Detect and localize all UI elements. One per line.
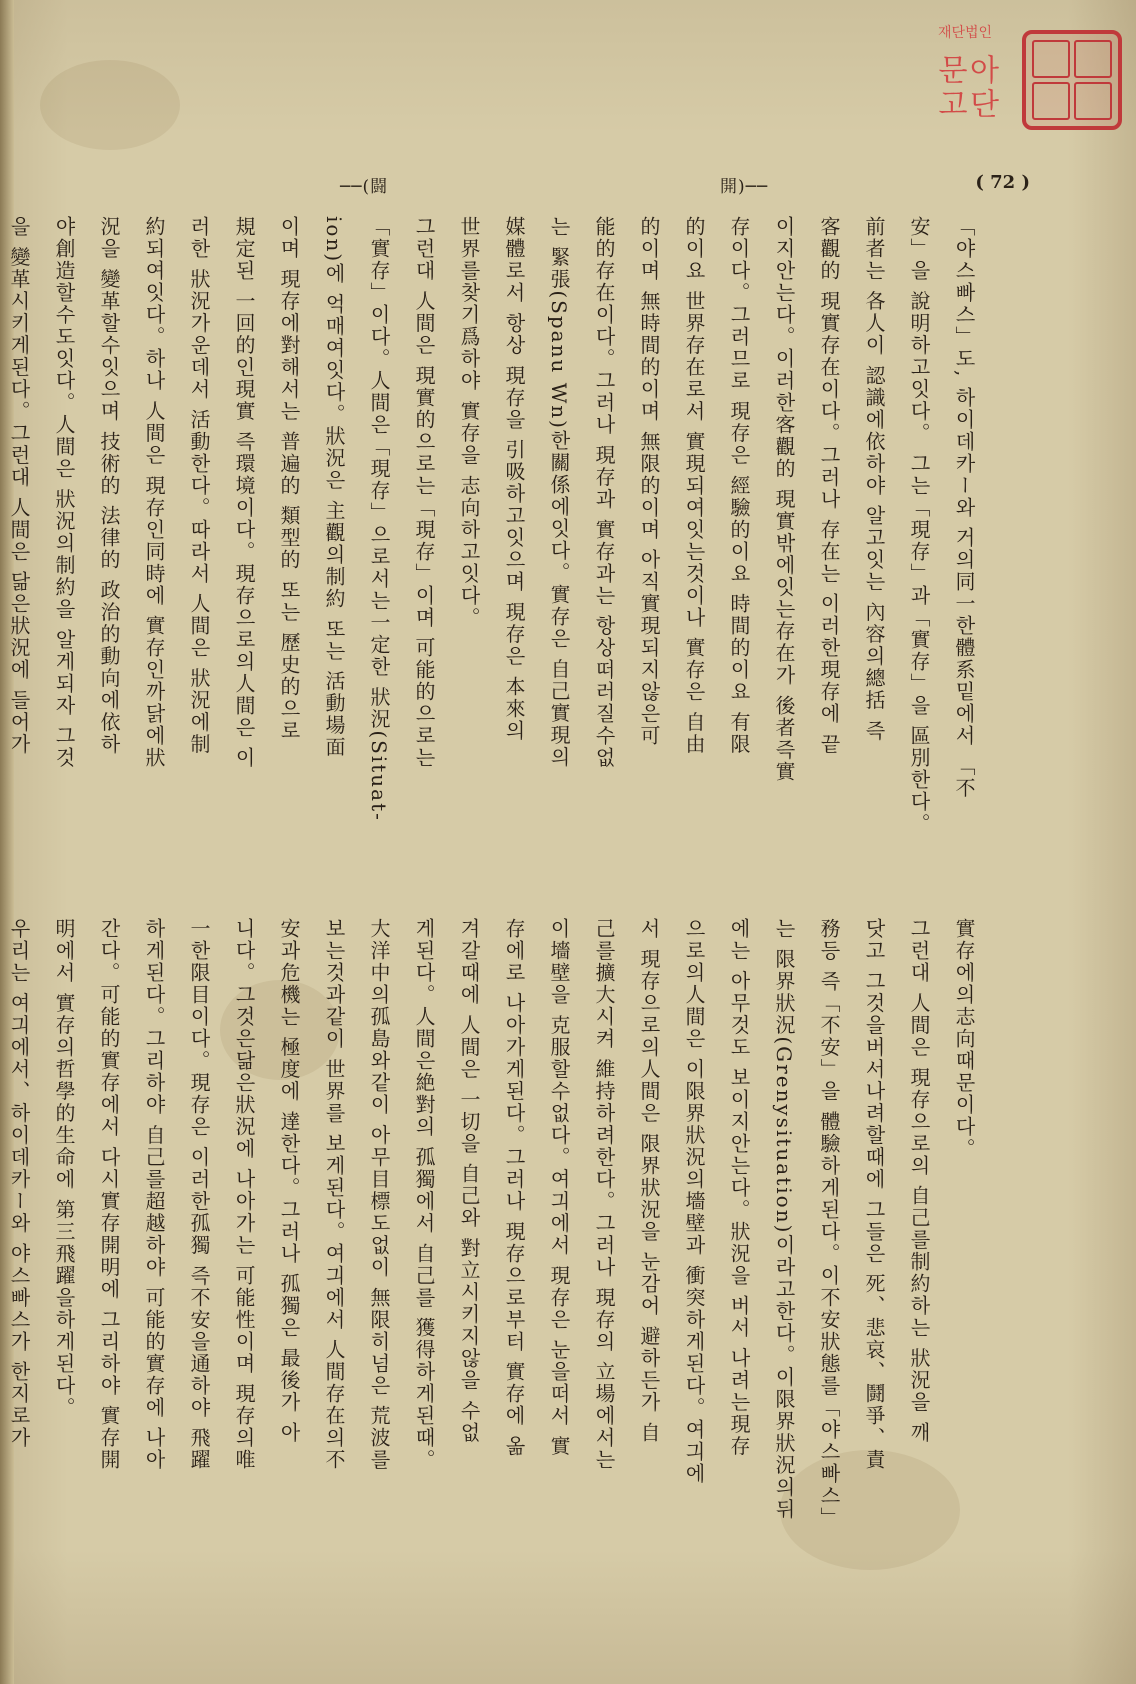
text-column: 하게된다。그리하야 自己를超越하야 可能的實存에 나아 [142,918,166,1472]
text-column: 을 變革시키게된다。그런대 人間은 닮은狀況에 들어가 [7,216,31,756]
text-column: 이墻壁을 克服할수없다。여긔에서 現存은 눈을떠서 實 [547,918,571,1458]
text-column: 媒體로서 항상 現存을 引吸하고잇으며 現存은 本來의 [502,216,526,742]
page-number: ( 72 ) [975,172,1030,193]
text-column: 그런대 人間은 現存으로의 自己를制約하는 狀況을 깨 [907,918,931,1444]
page-header [340,172,1040,196]
text-block-bottom [7,918,986,1582]
text-column: 能的存在이다。그러나 現存과 實存과는 항상떠러질수없 [592,216,616,770]
text-column: 前者는 各人이 認識에依하야 알고잇는 內容의總括 즉 [862,216,886,742]
text-column: 己를擴大시켜 維持하려한다。그러나 現存의 立場에서는 [592,918,616,1472]
text-column: 一한限目이다。現存은 이러한孤獨 즉不安을通하야 飛躍 [187,918,211,1472]
text-column: 는 緊張(Spanu Wn)한關係에잇다。實存은 自己實現의 [547,216,571,769]
seal-cell [1032,40,1070,78]
stamp-top-text: 재단법인 [937,25,993,41]
text-column: 大洋中의孤島와같이 아무目標도없이 無限히넘은 荒波를 [367,918,391,1472]
text-column: 的이요 世界存在로서 實現되여잇는것이나 實存은 自由 [682,216,706,756]
text-column: 明에서 實存의哲學的生命에 第三飛躍을하게된다。 [52,918,76,1419]
text-column: 야創造할수도잇다。人間은 狀況의制約을 알게되자 그것 [52,216,76,770]
text-column: 에는 아무것도 보이지안는다。狀況을 버서 나려는現存 [727,918,751,1458]
text-column: 겨갈때에 人間은 一切을 自己와 對立시키지않을 수없 [457,918,481,1444]
text-column: ion)에 억매여잇다。狀況은 主觀의制約 또는 活動場面 [322,216,346,759]
running-head-right: 開)── [720,177,769,197]
library-stamp [920,26,1010,133]
text-column: 으로의人間은 이限界狀況의墻壁과 衝突하게된다。여긔에 [682,918,706,1485]
text-column: 規定된 一回的인現實 즉環境이다。現存으로의人間은 이 [232,216,256,770]
text-column: 實存에의志向때문이다。 [952,918,976,1160]
stamp-main-text: 아단문고 [932,54,999,122]
text-column: 的이며 無時間的이며 無限的이며 아직實現되지않은可 [637,216,661,748]
text-column: 客觀的 現實存在이다。그러나 存在는 이러한現存에 끝 [817,216,841,756]
text-column: 보는것과같이 世界를 보게된다。여긔에서 人間存在의不 [322,918,346,1472]
text-column: 간다。可能的實存에서 다시實存開明에 그리하야 實存開 [97,918,121,1472]
text-column: 이지안는다。이러한客觀的 現實밖에잇는存在가 後者즉實 [772,216,796,783]
text-column: 世界를찾기爲하야 實存을 志向하고잇다。 [457,216,481,629]
seal-grid [1032,40,1112,120]
text-column: 닷고 그것을버서나려할때에 그들은 死、悲哀、鬪爭、責 [862,918,886,1472]
seal-cell [1074,40,1112,78]
text-column: 니다。그것은닮은狀況에 나아가는 可能性이며 現存의唯 [232,918,256,1472]
text-column: 存이다。그러므로 現存은 經驗的이요 時間的이요 有限 [727,216,751,756]
seal-cell [1074,82,1112,120]
text-column: 러한 狀況가운데서 活動한다。따라서 人間은 狀況에制 [187,216,211,756]
text-column: 況을 變革할수잇으며 技術的 法律的 政治的動向에依하 [97,216,121,756]
text-column: 務등 즉「不安」을 體驗하게된다。이不安狀態를「야스빠스」 [817,918,841,1529]
text-column: 서 現存으로의人間은 限界狀況을 눈감어 避하든가 自 [637,918,661,1444]
text-column: 우리는 여긔에서、하이데카ー와 야스빠스가 한지로가 [7,918,31,1450]
text-block-top [7,216,986,886]
text-column: 存에로 나아가게된다。그러나 現存으로부터 實存에 옮 [502,918,526,1458]
text-column: 約되여잇다。하나 人間은 現存인同時에 實存인까닭에狀 [142,216,166,770]
running-head-left: ──(闘 [340,177,389,197]
text-column: 그런대 人間은 現實的으로는「現存」이며 可能的으로는 [412,216,436,770]
text-column: 「야스빠스」도, 하이데카ー와 거의同一한體系밑에서 「不 [952,216,976,800]
red-seal-icon [1022,30,1122,130]
text-column: 安과危機는 極度에 達한다。그러나 孤獨은 最後가 아 [277,918,301,1444]
text-column: 는 限界狀況(Grenysituation)이라고한다。이限界狀況의뒤 [772,918,796,1521]
seal-cell [1032,82,1070,120]
paper-stain [40,60,180,150]
text-column: 이며 現存에對해서는 普遍的 類型的 또는 歷史的으로 [277,216,301,742]
text-column: 「實存」이다。人間은「現存」으로서는一定한 狀況(Situat- [367,216,391,822]
text-column: 安」을 說明하고잇다。 그는「現存」과「實存」을 區別한다。 [907,216,931,836]
text-column: 게된다。人間은絶對의 孤獨에서 自己를 獲得하게된때。 [412,918,436,1472]
